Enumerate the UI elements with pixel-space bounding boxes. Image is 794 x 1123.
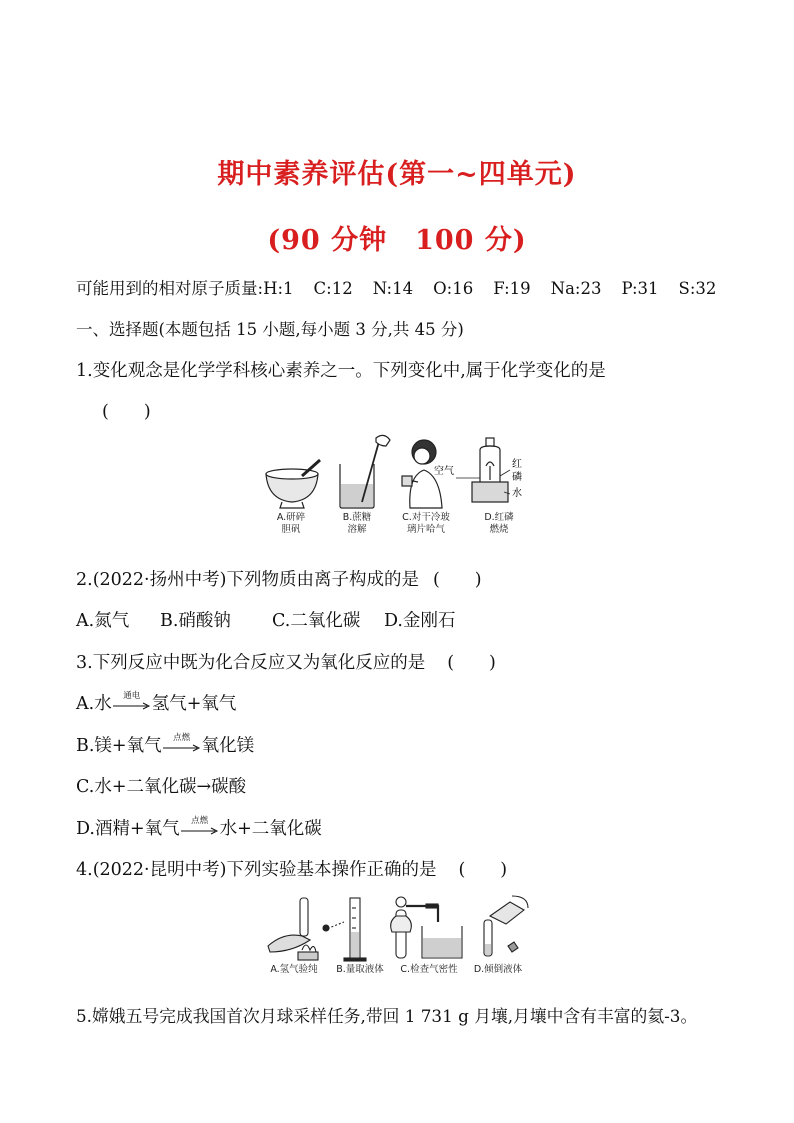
- option-b-left: B.镁+氧气: [76, 736, 162, 756]
- question-3-option-d: [76, 815, 322, 840]
- atomic-mass-c: C:12: [313, 279, 353, 298]
- figure-label-phosphorus: 磷: [512, 472, 522, 483]
- mortar-icon: [266, 460, 320, 508]
- atomic-mass-h: H:1: [263, 279, 294, 298]
- caption-c: [398, 512, 454, 536]
- caption-d-line1: D.红磷: [484, 512, 514, 523]
- atomic-mass-na: Na:23: [550, 279, 602, 298]
- question-3-option-c: C.水+二氧化碳→碳酸: [76, 777, 247, 797]
- question-3-option-a: [76, 690, 236, 715]
- question-3-answer-blank: ( ): [447, 653, 496, 673]
- red-phosphorus-bell-jar-icon: [456, 438, 510, 502]
- option-b-right: 氧化镁: [201, 736, 255, 756]
- condition-ignition: 点燃: [173, 732, 191, 743]
- q4-caption-b: B.量取液体: [336, 964, 384, 975]
- section-heading: 一、选择题(本题包括 15 小题,每小题 3 分,共 45 分): [76, 320, 464, 339]
- caption-d: [474, 512, 524, 536]
- question-2-stem: [76, 566, 482, 591]
- q4-caption-c: C.检查气密性: [400, 964, 458, 975]
- atomic-mass-p: P:31: [621, 279, 659, 298]
- caption-b-line1: B.蔗糖: [342, 512, 372, 523]
- question-4-stem: [76, 856, 507, 881]
- condition-ignition-2: 点燃: [191, 815, 209, 826]
- question-1-answer-blank: ( ): [102, 402, 151, 422]
- page-title: 期中素养评估(第一~四单元): [217, 159, 577, 190]
- caption-a-line1: A.研碎: [276, 512, 306, 523]
- question-2-option-b: B.硝酸钠: [160, 611, 231, 631]
- atomic-mass-n: N:14: [372, 279, 414, 298]
- option-a-left: A.水: [76, 694, 112, 714]
- question-4-text: 4.(2022·昆明中考)下列实验基本操作正确的是: [76, 860, 437, 880]
- caption-c-line1: C.对干冷玻: [402, 512, 450, 523]
- caption-c-line2: 璃片哈气: [406, 524, 445, 535]
- condition-electrolysis: 通电: [123, 690, 141, 701]
- arrow-icon: [163, 743, 201, 753]
- question-4-apparatus-svg: [262, 892, 532, 962]
- figure-label-water: 水: [512, 488, 522, 499]
- q4-caption-d: D.倾倒液体: [473, 964, 523, 975]
- arrow-icon: [113, 701, 151, 711]
- measuring-cylinder-icon: [323, 898, 366, 961]
- arrow-icon: [181, 826, 219, 836]
- q4-caption-a: A.氢气验纯: [270, 964, 318, 975]
- caption-d-line2: 燃烧: [489, 524, 509, 535]
- caption-b-line2: 溶解: [347, 524, 367, 535]
- option-d-left: D.酒精+氧气: [76, 819, 180, 839]
- option-a-right: 氢气+氧气: [151, 694, 237, 714]
- caption-a-line2: 胆矾: [281, 524, 301, 535]
- atomic-masses: [76, 275, 736, 299]
- figure-label-red: 红: [512, 459, 522, 470]
- atomic-masses-label: 可能用到的相对原子质量:: [76, 279, 264, 298]
- question-2-option-c: C.二氧化碳: [272, 611, 361, 631]
- question-2-text: 2.(2022·扬州中考)下列物质由离子构成的是: [76, 570, 419, 590]
- caption-a: [266, 512, 316, 536]
- airtightness-check-icon: [391, 897, 462, 958]
- question-4-figure: [262, 892, 532, 982]
- question-2-option-d: D.金刚石: [384, 611, 456, 631]
- atomic-mass-s: S:32: [678, 279, 717, 298]
- hydrogen-purity-test-icon: [268, 898, 318, 960]
- question-3-option-b: [76, 732, 254, 757]
- atomic-mass-f: F:19: [493, 279, 531, 298]
- question-1-stem: 1.变化观念是化学学科核心素养之一。下列变化中,属于化学变化的是: [76, 361, 606, 381]
- figure-label-air: 空气: [434, 466, 454, 477]
- question-3-text: 3.下列反应中既为化合反应又为氧化反应的是: [76, 653, 426, 673]
- page-subtitle: (90 分钟 100 分): [267, 225, 527, 256]
- beaker-stirring-icon: [340, 435, 390, 508]
- reaction-arrow-electrolysis: [113, 690, 151, 712]
- question-2-answer-blank: ( ): [432, 570, 482, 590]
- question-1-apparatus-svg: [258, 432, 548, 512]
- question-1-figure: [258, 432, 548, 540]
- caption-b: [332, 512, 382, 536]
- reaction-arrow-ignition-2: [181, 815, 219, 837]
- question-3-stem: [76, 649, 496, 674]
- pour-liquid-icon: [484, 896, 528, 956]
- question-5-stem: 5.嫦娥五号完成我国首次月球采样任务,带回 1 731 g 月壤,月壤中含有丰富的氦-3。: [76, 1006, 698, 1026]
- reaction-arrow-ignition: [163, 732, 201, 754]
- option-d-right: 水+二氧化碳: [219, 819, 322, 839]
- question-4-answer-blank: ( ): [458, 860, 508, 880]
- question-2-option-a: A.氮气: [76, 611, 130, 631]
- question-2-options: [76, 607, 455, 632]
- atomic-mass-o: O:16: [433, 279, 474, 298]
